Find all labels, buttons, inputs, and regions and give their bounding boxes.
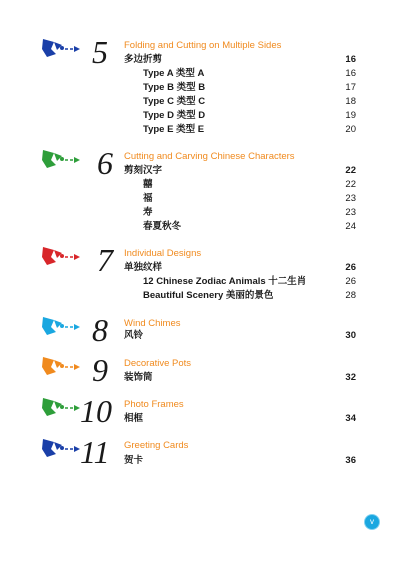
toc-entry-main[interactable] — [0, 53, 400, 67]
toc-entry-label: 春夏秋冬 — [143, 221, 182, 232]
toc-entry-label: 多边折剪 — [124, 54, 163, 65]
chapter-number: 11 — [80, 434, 110, 470]
chapter-title: Decorative Pots — [124, 358, 192, 369]
toc-entry-label: 寿 — [143, 207, 153, 218]
toc-entry-sub[interactable] — [0, 192, 400, 206]
chapter-number: 9 — [92, 352, 108, 388]
toc-entry-main[interactable] — [0, 164, 400, 178]
toc-entry-label: 剪刻汉字 — [124, 165, 163, 176]
toc-entry-sub[interactable] — [0, 275, 400, 289]
toc-page-number: 32 — [345, 372, 356, 383]
chapter-title: Wind Chimes — [124, 318, 181, 329]
toc-entry-main[interactable] — [0, 412, 400, 426]
toc-page-number: 19 — [345, 110, 356, 121]
toc-entry-label: Type C 类型 C — [143, 96, 206, 107]
toc-entry-sub[interactable] — [0, 81, 400, 95]
chapter-title: Folding and Cutting on Multiple Sides — [124, 40, 282, 51]
toc-entry-label: Type A 类型 A — [143, 68, 205, 79]
chapter-number: 10 — [80, 393, 112, 429]
toc-entry-label: Type E 类型 E — [143, 124, 205, 135]
toc-entry-label: 贺卡 — [124, 455, 144, 466]
toc-entry-sub[interactable] — [0, 123, 400, 137]
toc-entry-sub[interactable] — [0, 109, 400, 123]
toc-entry-main[interactable] — [0, 371, 400, 385]
toc-entry-main[interactable] — [0, 454, 400, 468]
chapter-number: 6 — [97, 145, 113, 181]
toc-page-number: 18 — [345, 96, 356, 107]
toc-entry-label: Type D 类型 D — [143, 110, 206, 121]
chapter-number: 8 — [92, 312, 108, 348]
toc-page-number: 30 — [345, 330, 356, 341]
toc-page-number: 34 — [345, 413, 356, 424]
page-number-badge: v — [365, 515, 379, 529]
chapter-title: Greeting Cards — [124, 440, 189, 451]
toc-page-number: 26 — [345, 276, 356, 287]
toc-entry-label: 囍 — [143, 179, 153, 190]
toc-entry-sub[interactable] — [0, 289, 400, 303]
toc-entry-label: 风铃 — [124, 330, 144, 341]
toc-entry-label: 相框 — [124, 413, 144, 424]
toc-entry-sub[interactable] — [0, 95, 400, 109]
toc-entry-label: Beautiful Scenery 美丽的景色 — [143, 290, 274, 301]
toc-page-number: 22 — [345, 165, 356, 176]
toc-entry-sub[interactable] — [0, 178, 400, 192]
chapter-title: Individual Designs — [124, 248, 202, 259]
toc-page-number: 28 — [345, 290, 356, 301]
toc-page-number: 17 — [345, 82, 356, 93]
toc-entry-label: 装饰筒 — [124, 372, 153, 383]
toc-page-number: 23 — [345, 193, 356, 204]
toc-entry-label: 12 Chinese Zodiac Animals 十二生肖 — [143, 276, 307, 287]
toc-page-number: 26 — [345, 262, 356, 273]
toc-entry-sub[interactable] — [0, 220, 400, 234]
toc-page-number: 36 — [345, 455, 356, 466]
toc-entry-label: 单独纹样 — [124, 262, 163, 273]
chapter-title: Cutting and Carving Chinese Characters — [124, 151, 295, 162]
chapter-number: 7 — [97, 242, 113, 278]
chapter-title: Photo Frames — [124, 399, 184, 410]
toc-entry-main[interactable] — [0, 261, 400, 275]
toc-page-number: 23 — [345, 207, 356, 218]
toc-page-number: 20 — [345, 124, 356, 135]
toc-page-number: 16 — [345, 68, 356, 79]
toc-entry-label: Type B 类型 B — [143, 82, 206, 93]
toc-page-number: 22 — [345, 179, 356, 190]
toc-entry-sub[interactable] — [0, 206, 400, 220]
toc-page-number: 24 — [345, 221, 356, 232]
toc-page-number: 16 — [345, 54, 356, 65]
toc-entry-label: 福 — [143, 193, 153, 204]
toc-entry-sub[interactable] — [0, 67, 400, 81]
toc-entry-main[interactable] — [0, 329, 400, 343]
chapter-number: 5 — [92, 34, 108, 70]
